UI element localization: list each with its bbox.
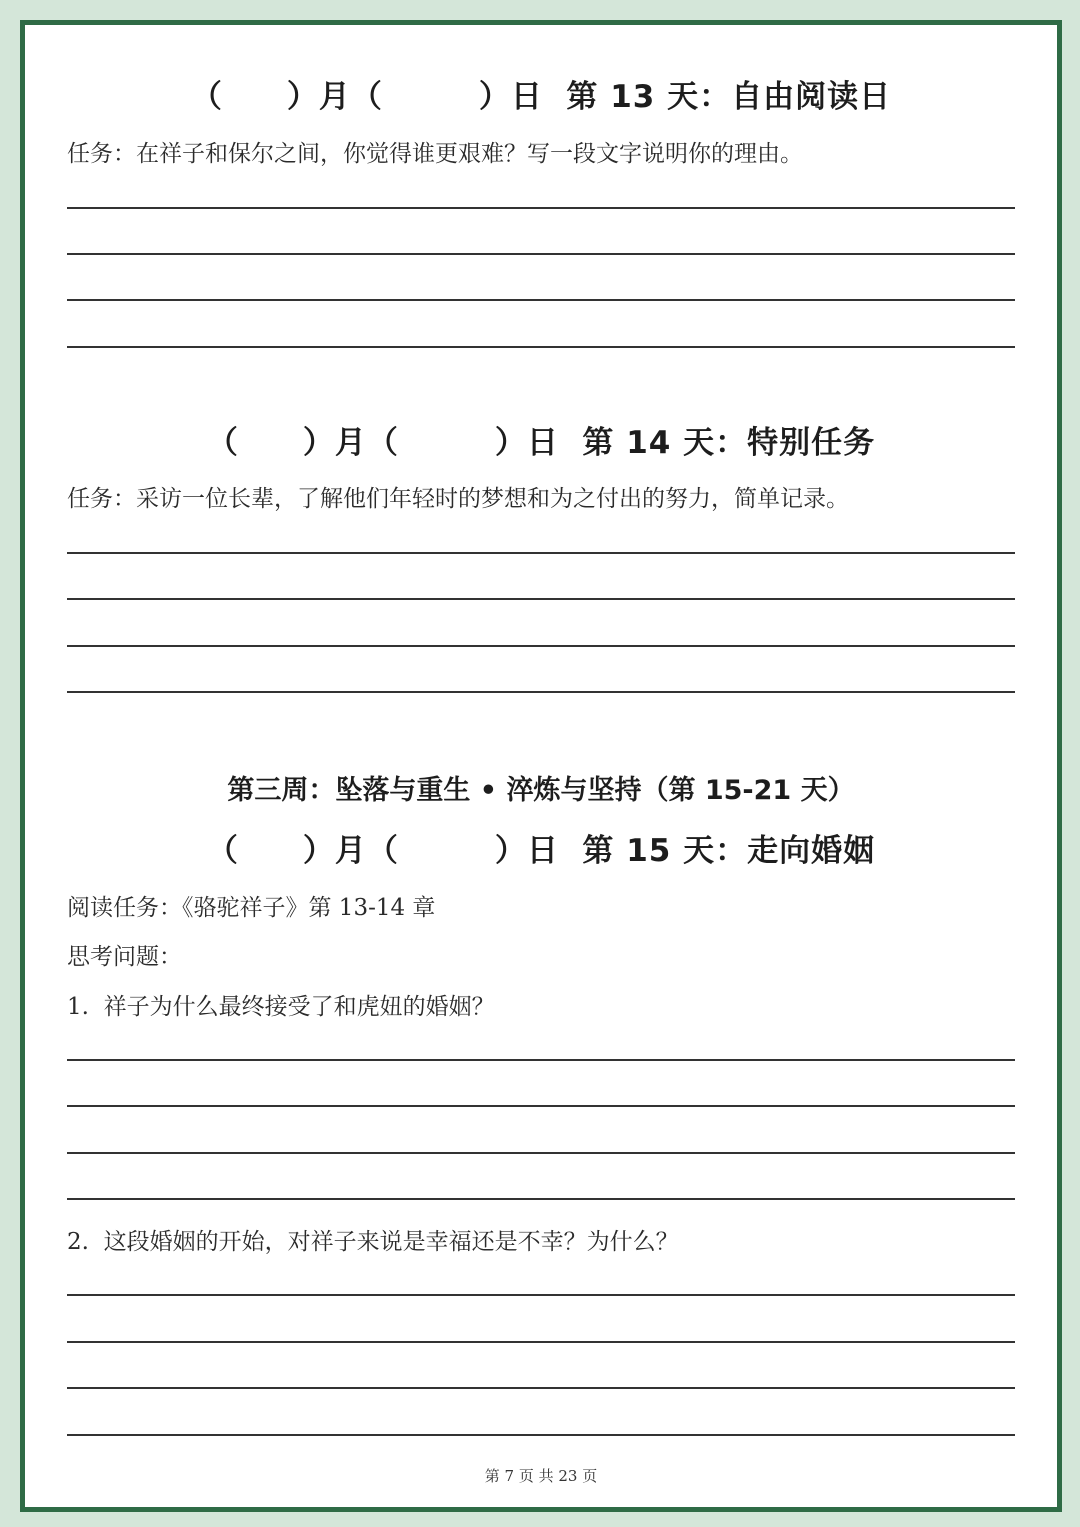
question1-answer-line[interactable] <box>67 1105 1015 1107</box>
day14-task: 任务：采访一位长辈，了解他们年轻时的梦想和为之付出的努力，简单记录。 <box>67 486 849 512</box>
question1-answer-line[interactable] <box>67 1152 1015 1154</box>
day15-question-2: 2. 这段婚姻的开始，对祥子来说是幸福还是不幸？为什么？ <box>67 1229 679 1255</box>
day14-answer-line[interactable] <box>67 691 1015 693</box>
day14-answer-line[interactable] <box>67 598 1015 600</box>
day14-answer-line[interactable] <box>67 552 1015 554</box>
page-number: 第 7 页 共 23 页 <box>484 1467 598 1485</box>
day13-answer-line[interactable] <box>67 299 1015 301</box>
question1-answer-line[interactable] <box>67 1198 1015 1200</box>
day15-heading: （ ）月（ ）日 第 15 天：走向婚姻 <box>206 833 876 869</box>
day15-questions-label: 思考问题： <box>67 944 182 970</box>
question1-answer-line[interactable] <box>67 1059 1015 1061</box>
day13-task: 任务：在祥子和保尔之间，你觉得谁更艰难？写一段文字说明你的理由。 <box>67 141 803 167</box>
day13-answer-line[interactable] <box>67 253 1015 255</box>
day14-heading: （ ）月（ ）日 第 14 天：特别任务 <box>206 425 876 461</box>
day13-heading: （ ）月（ ）日 第 13 天：自由阅读日 <box>190 79 892 115</box>
day15-reading-task: 阅读任务：《骆驼祥子》第 13-14 章 <box>67 895 436 921</box>
page-frame <box>20 20 1062 1512</box>
question2-answer-line[interactable] <box>67 1294 1015 1296</box>
question2-answer-line[interactable] <box>67 1341 1015 1343</box>
day13-answer-line[interactable] <box>67 207 1015 209</box>
week3-heading: 第三周：坠落与重生 • 淬炼与坚持（第 15-21 天） <box>227 775 855 806</box>
day13-answer-line[interactable] <box>67 346 1015 348</box>
question2-answer-line[interactable] <box>67 1434 1015 1436</box>
day14-answer-line[interactable] <box>67 645 1015 647</box>
day15-question-1: 1. 祥子为什么最终接受了和虎妞的婚姻？ <box>67 994 495 1020</box>
question2-answer-line[interactable] <box>67 1387 1015 1389</box>
